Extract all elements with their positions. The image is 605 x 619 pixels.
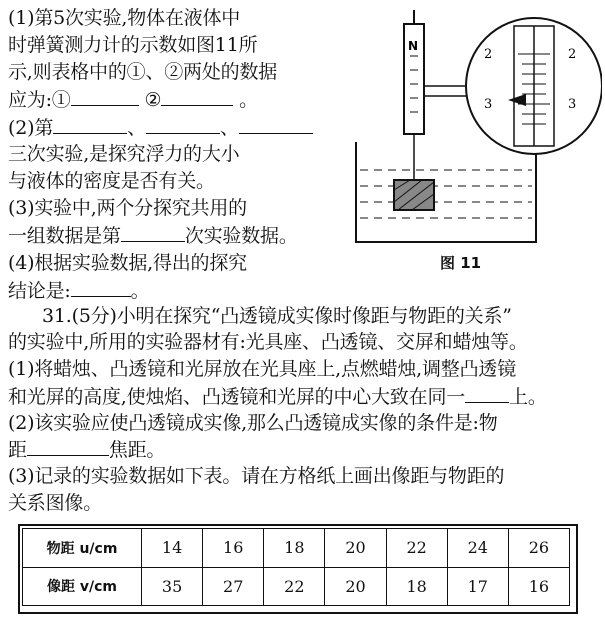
q31-line3: (1)将蜡烛、凸透镜和光屏放在光具座上,点燃蜡烛,调整凸透镜 [8, 358, 516, 380]
table-row [23, 529, 570, 568]
answer-blank-7[interactable] [71, 279, 131, 297]
table-cell: 35 [142, 567, 203, 606]
q2-sep2: 、 [219, 117, 239, 139]
q31-line2: 的实验中,所用的实验器材有:光具座、凸透镜、交屏和蜡烛等。 [8, 331, 528, 353]
table-cell: 16 [508, 567, 569, 606]
table-cell: 20 [325, 567, 386, 606]
q4-label: 结论是: [8, 280, 71, 302]
table-cell: 18 [386, 567, 447, 606]
table-cell: 26 [508, 529, 569, 568]
table-cell: 24 [447, 529, 508, 568]
answer-blank-6[interactable] [121, 224, 185, 242]
gauge-unit-label: N [408, 39, 419, 53]
q2-sep1: 、 [127, 117, 146, 139]
q3-end: 次实验数据。 [184, 225, 298, 247]
q1-blank1-label: 应为:① [8, 89, 71, 111]
q31-same-end: 上。 [509, 386, 547, 408]
q3-label: 一组数据是第 [8, 225, 121, 247]
row-head-object-distance: 物距 u/cm [23, 529, 142, 568]
q1-line3: 示,则表格中的①、②两处的数据 [8, 61, 278, 83]
scale-left-label-2: 2 [484, 47, 493, 62]
q31-same-label: 和光屏的高度,使烛焰、凸透镜和光屏的中心大致在同一 [8, 386, 466, 408]
table-cell: 14 [142, 529, 203, 568]
q4-line2 [8, 279, 149, 302]
q3-line1: (3)实验中,两个分探究共用的 [8, 197, 247, 219]
answer-blank-3[interactable] [53, 116, 127, 134]
q31-line1: 31.(5分)小明在探究“凸透镜成实像时像距与物距的关系” [42, 305, 512, 327]
table-cell: 16 [203, 529, 264, 568]
scale-right-label-2: 2 [568, 47, 577, 62]
figure-caption: 图 11 [440, 254, 482, 272]
q2-line3: 与液体的密度是否有关。 [8, 170, 215, 192]
table-cell: 18 [264, 529, 325, 568]
scale-right-label-3: 3 [568, 97, 577, 112]
data-table [22, 528, 570, 606]
table-cell: 17 [447, 567, 508, 606]
q2-label: (2)第 [8, 117, 54, 139]
q31-line4 [8, 385, 547, 408]
q1-line2: 时弹簧测力计的示数如图11所 [8, 34, 258, 56]
q1-line4 [8, 88, 258, 111]
answer-blank-8[interactable] [465, 385, 509, 403]
q1-line1: (1)第5次实验,物体在液体中 [8, 7, 241, 29]
answer-blank-2[interactable] [161, 88, 233, 106]
scale-left-label-3: 3 [484, 97, 493, 112]
spring-scale-diagram [346, 4, 602, 280]
q31-line5: (2)该实验应使凸透镜成实像,那么凸透镜成实像的条件是:物 [8, 412, 498, 434]
table-cell: 27 [203, 567, 264, 606]
q4-end: 。 [130, 280, 150, 302]
q2-line1 [8, 116, 313, 139]
row-head-image-distance: 像距 v/cm [23, 567, 142, 606]
q31-dist-label: 距 [8, 439, 27, 461]
q1-end: 。 [239, 89, 258, 111]
q4-line1: (4)根据实验数据,得出的探究 [8, 252, 247, 274]
q31-dist-end: 焦距。 [108, 439, 166, 461]
answer-blank-1[interactable] [71, 88, 139, 106]
q3-line2 [8, 224, 298, 247]
table-cell: 22 [264, 567, 325, 606]
answer-blank-5[interactable] [239, 116, 313, 134]
table-row [23, 567, 570, 606]
q2-line2: 三次实验,是探究浮力的大小 [8, 143, 240, 165]
q31-line8: 关系图像。 [8, 492, 103, 514]
answer-blank-4[interactable] [146, 116, 220, 134]
table-cell: 22 [386, 529, 447, 568]
q31-line7: (3)记录的实验数据如下表。请在方格纸上画出像距与物距的 [8, 465, 505, 487]
q1-blank2-label: ② [144, 89, 162, 111]
answer-blank-9[interactable] [27, 438, 109, 456]
q31-line6 [8, 438, 165, 461]
table-cell: 20 [325, 529, 386, 568]
figure-11 [346, 4, 602, 280]
